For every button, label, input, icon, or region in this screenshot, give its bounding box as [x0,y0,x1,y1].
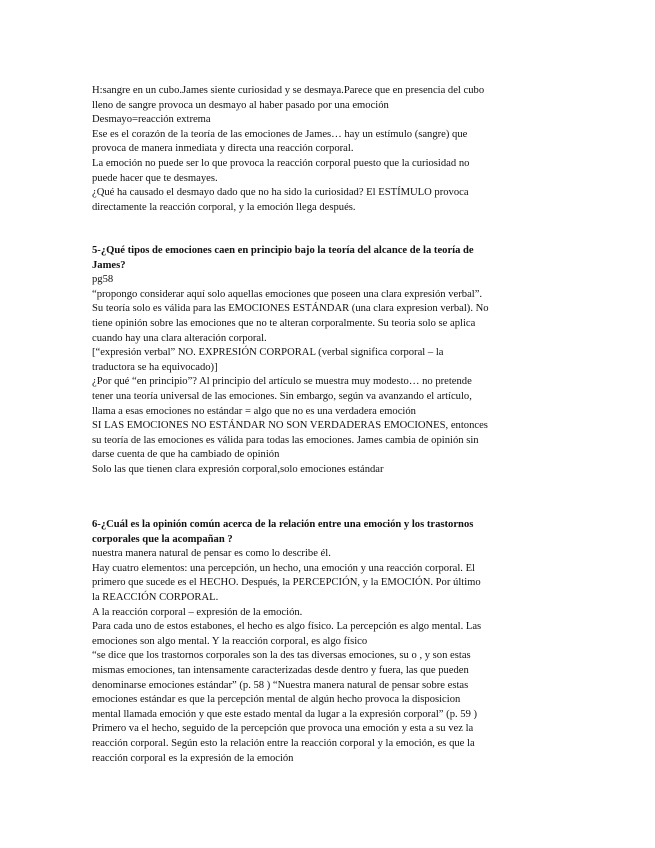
text-line: mental llamada emoción y que este estado mental da lugar a la expresión corporal” (p. 59 ) [92,708,478,720]
text-line: tiene opinión sobre las emociones que no te alteran corporalmente. Su teoria solo se aplica [92,317,476,329]
text-line: ¿Qué ha causado el desmayo dado que no ha sido la curiosidad? El ESTÍMULO provoca [92,187,469,199]
text-line: H:sangre en un cubo.James siente curiosidad y se desmaya.Parece que en presencia del cubo [92,85,485,96]
text-line: Ese es el corazón de la teoría de las emociones de James… hay un estímulo (sangre) que [92,128,468,140]
text-line: traductora se ha equivocado)] [92,361,218,373]
text-line: darse cuenta de que ha cambiado de opinión [92,449,280,461]
text-line: ¿Por qué “en principio”? Al principio del artículo se muestra muy modesto… no pretende [92,376,472,388]
text-line: cuando hay una clara alteración corporal. [92,332,267,344]
text-line: Primero va el hecho, seguido de la percepción que provoca una emoción y esta a su vez la [92,723,474,735]
text-line: SI LAS EMOCIONES NO ESTÁNDAR NO SON VERDADERAS EMOCIONES, entonces [92,420,488,432]
text-line: tener una teoría universal de las emociones. Sin embargo, según va avanzando el artículo, [92,390,472,402]
text-line: [“expresión verbal” NO. EXPRESIÓN CORPORAL (verbal significa corporal – la [92,347,444,359]
text-line: llama a esas emociones no estándar = algo que no es una verdadera emoción [92,405,416,417]
text-line: mismas emociones, tan intensamente caracterizadas desde dentro y fuera, las que pueden [92,664,469,676]
text-line: pg58 [92,274,114,286]
text-line: su teoría de las emociones es válida para todas las emociones. James cambia de opinión sin [92,434,479,446]
text-line: nuestra manera natural de pensar es como lo describe él. [92,548,331,560]
question-heading-line: 6-¿Cuál es la opinión común acerca de la relación entre una emoción y los trastornos [92,519,474,530]
text-line: emociones estándar es que la percepción mental de algún hecho provoca la disposicion [92,694,461,706]
paragraph-block-2 [92,244,562,478]
question-heading-line: corporales que la acompañan ? [92,533,233,545]
question-heading-line: James? [92,259,126,271]
text-line: emociones son algo mental. Y la reacción corporal, es algo físico [92,635,368,647]
text-line: “propongo considerar aquí solo aquellas emociones que poseen una clara expresión verbal”. [92,288,483,300]
text-line: Hay cuatro elementos: una percepción, un hecho, una emoción y una reacción corporal. El [92,562,475,574]
text-line: puede hacer que te desmayes. [92,172,218,184]
text-line: Solo las que tienen clara expresión corporal,solo emociones estándar [92,463,384,475]
text-line: denominarse emociones estándar” (p. 58 ) “Nuestra manera natural de pensar sobre estas [92,679,469,691]
text-line: La emoción no puede ser lo que provoca la reacción corporal puesto que la curiosidad no [92,157,470,169]
text-line: Para cada uno de estos estabones, el hecho es algo físico. La percepción es algo mental. Las [92,621,482,633]
text-line: reacción corporal. Según esto la relación entre la reacción corporal y la emoción, es que la [92,737,475,749]
text-line: lleno de sangre provoca un desmayo al haber pasado por una emoción [92,99,389,111]
text-line: A la reacción corporal – expresión de la emoción. [92,606,303,618]
text-line: directamente la reacción corporal, y la emoción llega después. [92,201,356,213]
text-line: reacción corporal es la expresión de la emoción [92,752,294,764]
text-line: primero que sucede es el HECHO. Después, la PERCEPCIÓN, y la EMOCIÓN. Por último [92,577,481,589]
text-line: Desmayo=reacción extrema [92,114,211,126]
text-line: provoca de manera inmediata y directa una reacción corporal. [92,143,354,155]
paragraph-block-3 [92,518,562,766]
text-line: Su teoría solo es válida para las EMOCIONES ESTÁNDAR (una clara expresion verbal). No [92,303,489,315]
text-line: “se dice que los trastornos corporales son la des tas diversas emociones, su o , y son estas [92,650,471,662]
question-heading-line: 5-¿Qué tipos de emociones caen en principio bajo la teoría del alcance de la teoría de [92,245,474,256]
text-line: la REACCIÓN CORPORAL. [92,591,219,603]
paragraph-block-1 [92,84,562,215]
